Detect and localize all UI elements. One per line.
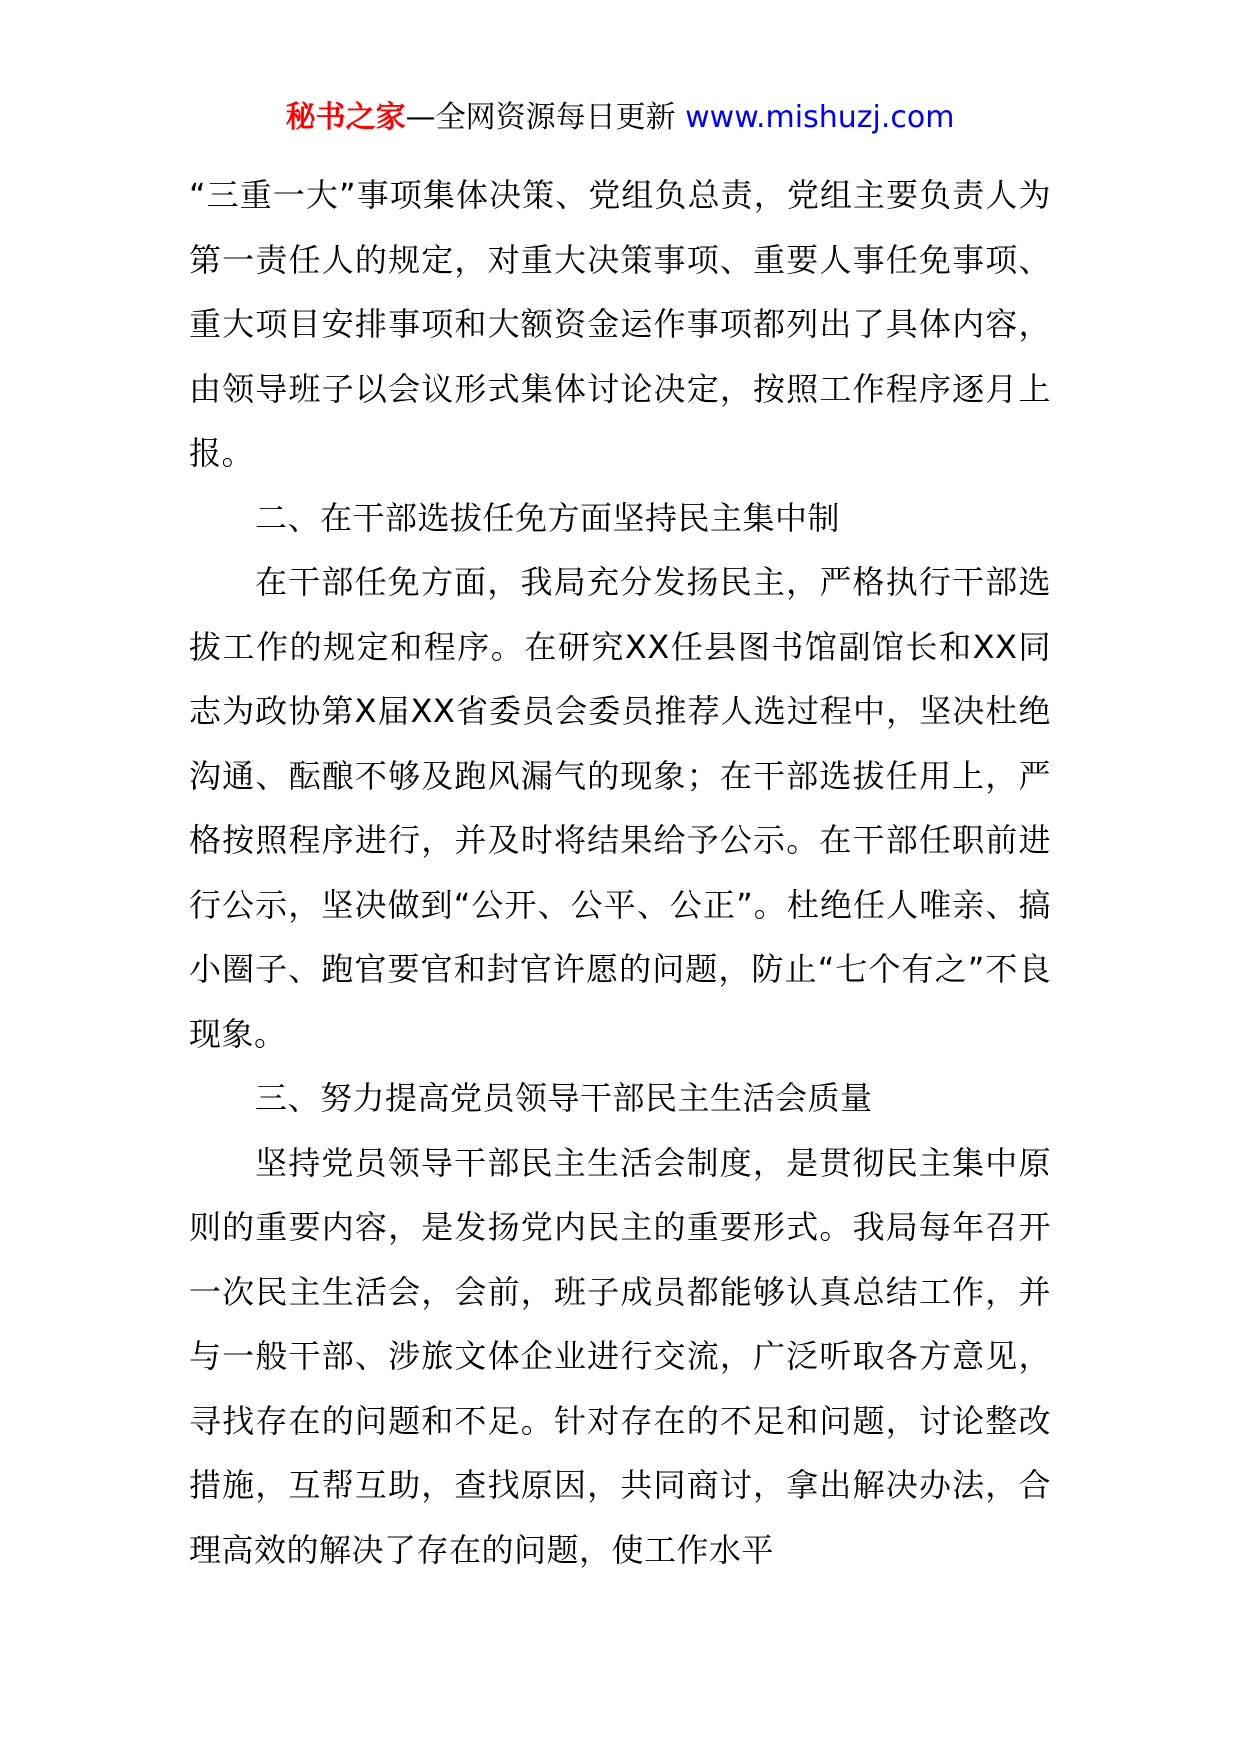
site-brand: 秘书之家 [285,100,406,135]
site-url-link[interactable]: www.mishuzj.com [685,100,955,135]
paragraph-cadre-appointment: 在干部任免方面，我局充分发扬民主，严格执行干部选拔工作的规定和程序。在研究XX任县图书馆副馆长和XX同志为政协第X届XX省委员会委员推荐人选过程中，坚决杜绝沟通、酝酿不够及跑风漏气的现象；在干部选拔任用上，严格按照程序进行，并及时将结果给予公示。在干部任职前进行公示，坚决做到“公开、公平、公正”。杜绝任人唯亲、搞小圈子、跑官要官和封官许愿的问题，防止“七个有之”不良现象。 [189,563,1051,1053]
paragraph-democratic-life-meeting: 坚持党员领导干部民主生活会制度，是贯彻民主集中原则的重要内容，是发扬党内民主的重要形式。我局每年召开一次民主生活会，会前，班子成员都能够认真总结工作，并与一般干部、涉旅文体企业进行交流，广泛听取各方意见，寻找存在的问题和不足。针对存在的不足和问题，讨论整改措施，互帮互助，查找原因，共同商讨，拿出解决办法，合理高效的解决了存在的问题，使工作水平 [189,1143,1051,1569]
section-heading-3: 三、努力提高党员领导干部民主生活会质量 [255,1079,873,1117]
document-body [189,163,1051,1582]
paragraph-continuation: “三重一大”事项集体决策、党组负总责，党组主要负责人为第一责任人的规定，对重大决策事项、重要人事任免事项、重大项目安排事项和大额资金运作事项都列出了具体内容，由领导班子以会议形式集体讨论决定，按照工作程序逐月上报。 [189,176,1051,472]
site-slogan: —全网资源每日更新 [405,100,686,135]
section-heading-2: 二、在干部选拔任免方面坚持民主集中制 [255,498,841,537]
site-header [0,98,1240,138]
